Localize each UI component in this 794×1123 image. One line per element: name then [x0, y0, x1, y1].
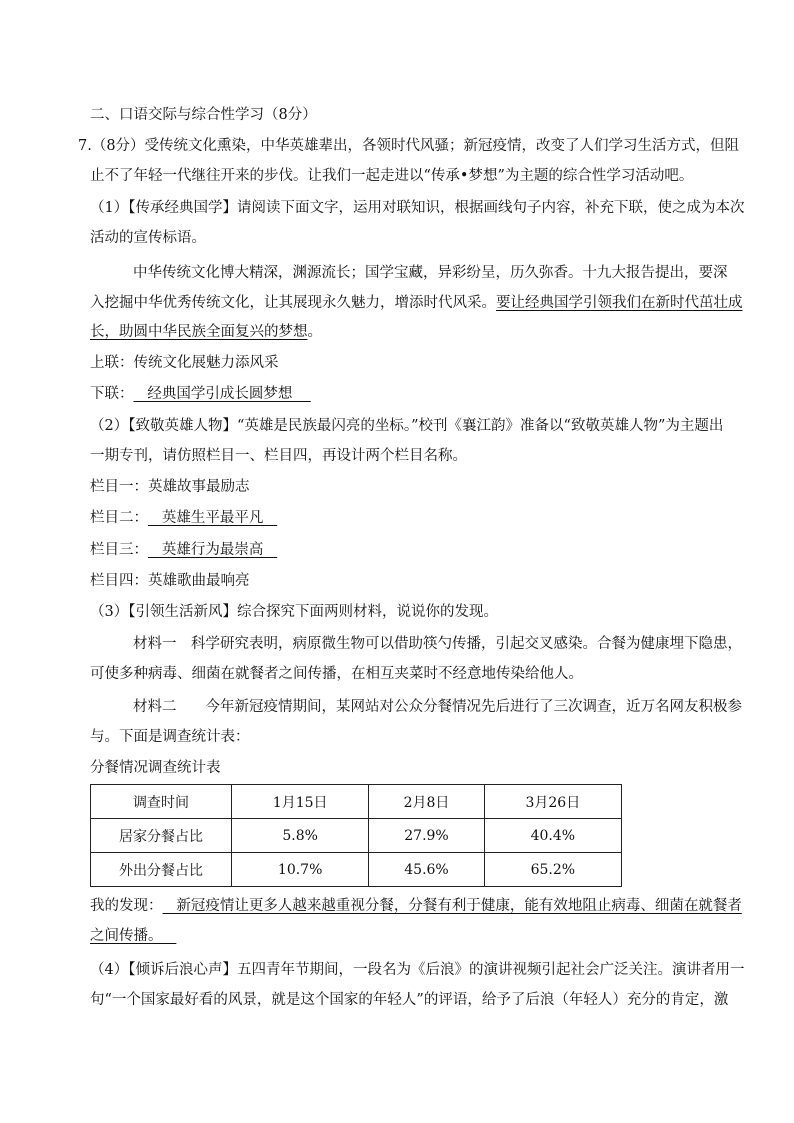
- lower-answer: 经典国学引成长圆梦想: [133, 386, 311, 402]
- part-1-prompt-line-1: （1）【传承经典国学】请阅读下面文字，运用对联知识，根据画线句子内容，补充下联，使之成为本次: [90, 200, 745, 216]
- finding-label: 我的发现：: [90, 898, 163, 914]
- passage-period: 。: [307, 324, 322, 340]
- column-3: [90, 540, 277, 560]
- table-cell: 27.9%: [369, 819, 484, 853]
- material-1-line-1: 材料一 科学研究表明，病原微生物可以借助筷勺传播，引起交叉感染。合餐为健康埋下隐患，: [133, 636, 742, 652]
- part-1-passage-line-1: 中华传统文化博大精深，渊源流长；国学宝藏，异彩纷呈，历久弥香。十九大报告提出，要深: [133, 265, 728, 281]
- part-2-prompt-line-1: （2）【致敬英雄人物】“英雄是民族最闪亮的坐标。”校刊《襄江韵》准备以“致敬英雄人物”为主题出: [90, 418, 724, 434]
- question-7-intro-line-1: 7.（8分）受传统文化熏染，中华英雄辈出，各领时代风骚；新冠疫情，改变了人们学习生活方式，但阻: [78, 138, 740, 154]
- table-cell: 5.8%: [232, 819, 369, 853]
- table-cell: 外出分餐占比: [91, 853, 232, 887]
- table-header-cell: 2月8日: [369, 785, 484, 819]
- finding-line-2: [90, 926, 176, 946]
- section-heading: 二、口语交际与综合性学习（8分）: [90, 107, 317, 123]
- part-3-prompt: （3）【引领生活新风】综合探究下面两则材料，说说你的发现。: [90, 604, 498, 620]
- column-2-answer: 英雄生平最平凡: [148, 510, 278, 526]
- table-header-row: [91, 785, 622, 819]
- underlined-sentence-end: 长，助圆中华民族全面复兴的梦想: [90, 324, 308, 340]
- column-4-label: 栏目四：: [90, 573, 148, 589]
- part-4-prompt-line-2: 句“一个国家最好看的风景，就是这个国家的年轻人”的评语，给予了后浪（年轻人）充分的肯定，激: [90, 992, 729, 1008]
- column-4: [90, 571, 250, 591]
- material-2-line-2: 与。下面是调查统计表：: [90, 729, 250, 745]
- table-row: [91, 819, 622, 853]
- part-1-passage-line-3: [90, 322, 322, 342]
- part-4-prompt-line-1: （4）【倾诉后浪心声】五四青年节期间，一段名为《后浪》的演讲视频引起社会广泛关注。演讲者用一: [90, 962, 745, 978]
- finding-answer-end: 之间传播。: [90, 928, 177, 944]
- part-1-prompt-line-2: 活动的宣传标语。: [90, 230, 206, 246]
- column-3-label: 栏目三：: [90, 542, 148, 558]
- table-cell: 10.7%: [232, 853, 369, 887]
- material-2-line-1: 材料二 今年新冠疫情期间，某网站对公众分餐情况先后进行了三次调查，近万名网友积极参: [133, 699, 742, 715]
- table-cell: 40.4%: [484, 819, 621, 853]
- table-row: [91, 853, 622, 887]
- table-cell: 居家分餐占比: [91, 819, 232, 853]
- lower-label: 下联：: [90, 386, 134, 402]
- upper-label: 上联：: [90, 355, 134, 371]
- column-1: [90, 477, 250, 497]
- survey-table: [90, 784, 622, 887]
- column-4-value: 英雄歌曲最响亮: [148, 573, 250, 589]
- table-header-cell: 1月15日: [232, 785, 369, 819]
- column-2: [90, 508, 277, 528]
- column-2-label: 栏目二：: [90, 510, 148, 526]
- finding-line-1: [90, 896, 742, 916]
- passage-plain-text: 入挖掘中华优秀传统文化，让其展现永久魅力，增添时代风采。: [90, 295, 496, 311]
- finding-answer: 新冠疫情让更多人越来越重视分餐，分餐有利于健康，能有效地阻止病毒、细菌在就餐者: [162, 898, 742, 914]
- material-1-line-2: 可使多种病毒、细菌在就餐者之间传播，在相互夹菜时不经意地传染给他人。: [90, 666, 583, 682]
- part-1-passage-line-2: [90, 293, 743, 313]
- question-7-intro-line-2: 止不了年轻一代继往开来的步伐。让我们一起走进以“传承•梦想”为主题的综合性学习活动吧。: [90, 168, 694, 184]
- table-title: 分餐情况调查统计表: [90, 760, 221, 776]
- couplet-upper: [90, 353, 279, 373]
- table-header-cell: 3月26日: [484, 785, 621, 819]
- table-cell: 65.2%: [484, 853, 621, 887]
- underlined-sentence: 要让经典国学引领我们在新时代茁壮成: [496, 295, 743, 311]
- column-1-label: 栏目一：: [90, 479, 148, 495]
- column-1-value: 英雄故事最励志: [148, 479, 250, 495]
- column-3-answer: 英雄行为最崇高: [148, 542, 278, 558]
- couplet-lower: [90, 384, 311, 404]
- table-cell: 45.6%: [369, 853, 484, 887]
- upper-value: 传统文化展魅力添风采: [133, 355, 279, 371]
- table-header-cell: 调查时间: [91, 785, 232, 819]
- part-2-prompt-line-2: 一期专刊，请仿照栏目一、栏目四，再设计两个栏目名称。: [90, 448, 467, 464]
